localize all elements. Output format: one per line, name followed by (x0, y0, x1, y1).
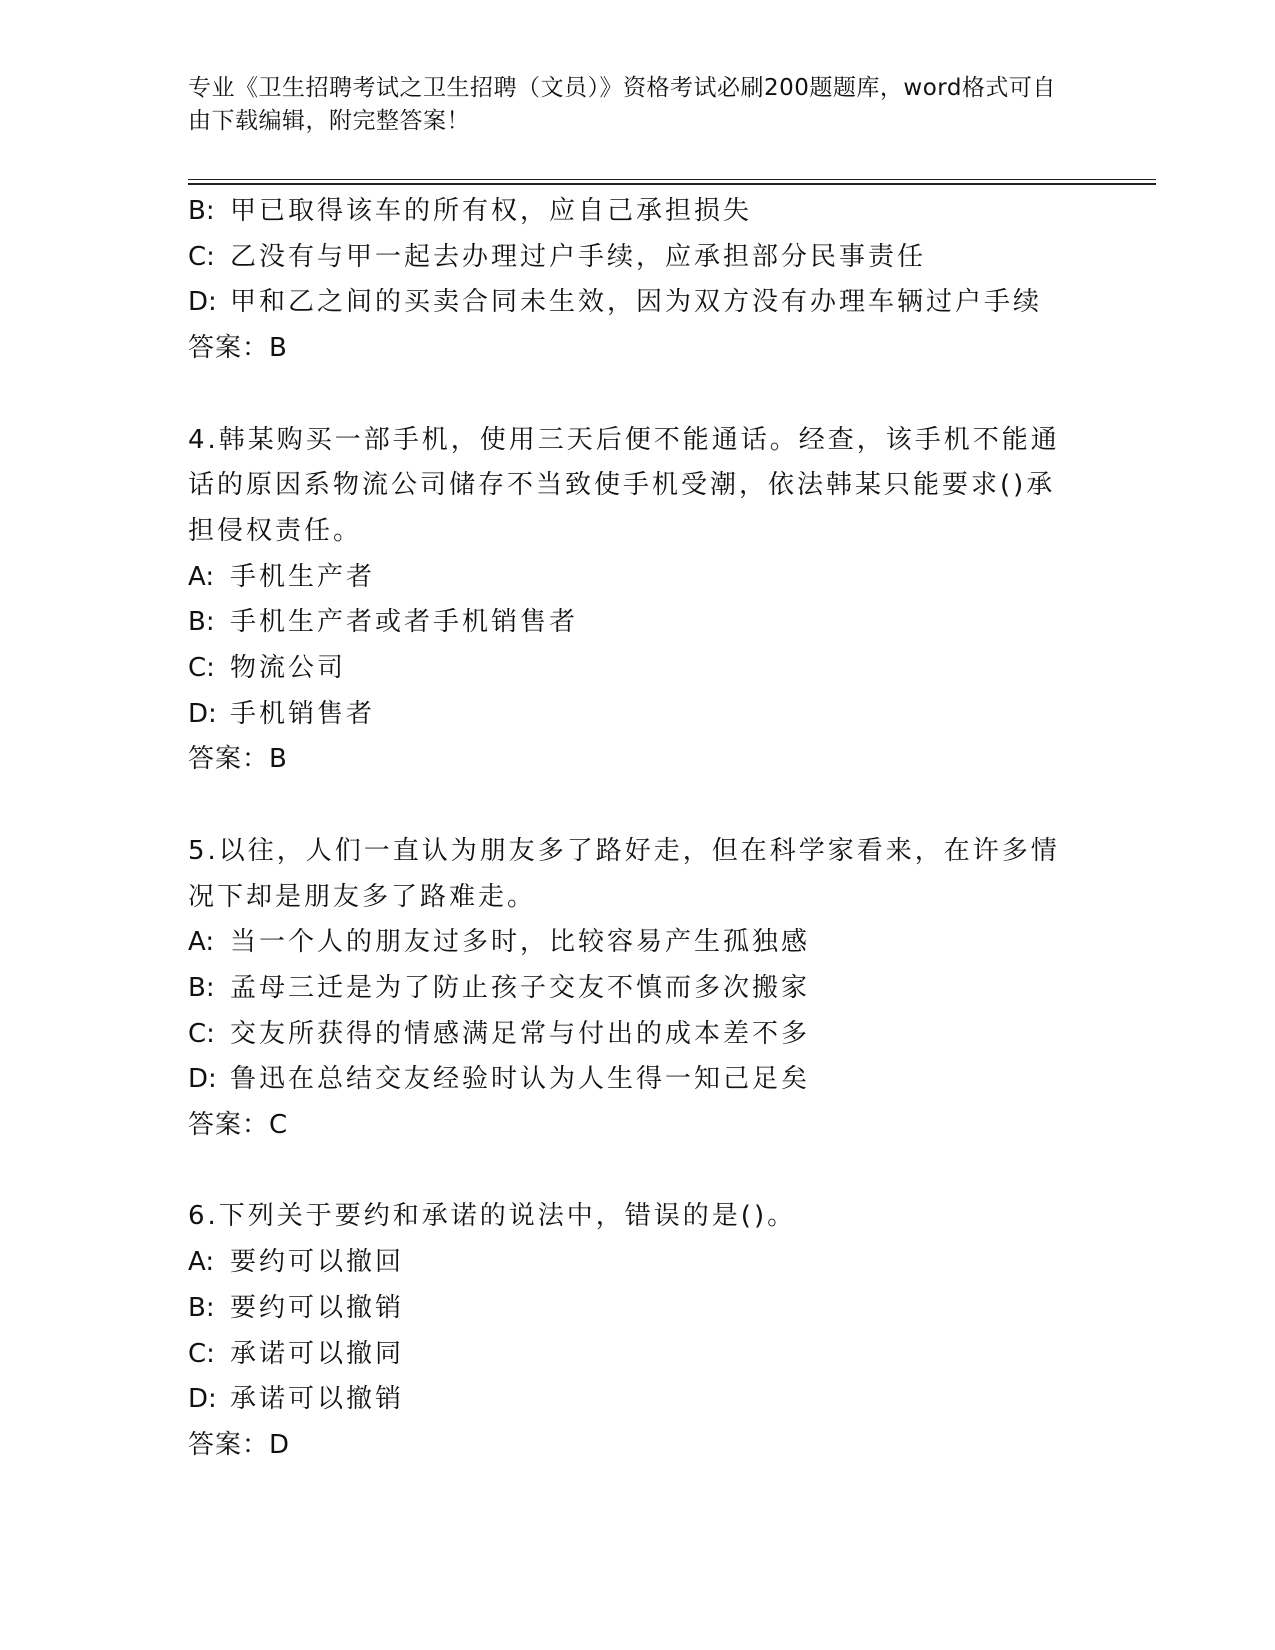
option-c (188, 235, 1088, 281)
answer: 答案：C (188, 1110, 289, 1141)
option-text: 甲和乙之间的买卖合同未生效，因为双方没有办理车辆过户手续 (230, 287, 1043, 318)
question-3-continued (188, 189, 1088, 372)
answer: 答案：D (188, 1429, 291, 1460)
option-a (188, 920, 1088, 966)
option-text: 鲁迅在总结交友经验时认为人生得一知己足矣 (230, 1064, 811, 1095)
question-4 (188, 418, 1088, 784)
option-a (188, 555, 1088, 601)
option-text: 当一个人的朋友过多时，比较容易产生孤独感 (230, 927, 811, 958)
option-letter: D: (188, 698, 217, 729)
option-letter: C: (188, 653, 215, 684)
option-letter: C: (188, 241, 215, 272)
option-c (188, 1332, 1088, 1378)
spacer (188, 783, 1088, 829)
spacer (188, 1149, 1088, 1195)
option-letter: C: (188, 1338, 215, 1369)
option-text: 孟母三迁是为了防止孩子交友不慎而多次搬家 (230, 972, 811, 1003)
option-text: 交友所获得的情感满足常与付出的成本差不多 (230, 1018, 811, 1049)
option-text: 手机生产者 (230, 561, 376, 592)
option-text: 承诺可以撤同 (230, 1338, 405, 1369)
page-header: 专业《卫生招聘考试之卫生招聘（文员）》资格考试必刷200题题库，word格式可自由下载编辑，附完整答案！ (188, 75, 1056, 134)
option-text: 乙没有与甲一起去办理过户手续，应承担部分民事责任 (230, 241, 927, 272)
answer: 答案：B (188, 744, 288, 775)
option-letter: A: (188, 927, 215, 958)
question-6 (188, 1194, 1088, 1468)
option-d (188, 1057, 1088, 1103)
question-content (188, 189, 1088, 1469)
option-b (188, 1286, 1088, 1332)
question-stem: 6.下列关于要约和承诺的说法中，错误的是()。 (188, 1201, 797, 1232)
option-b (188, 189, 1088, 235)
option-text: 甲已取得该车的所有权，应自己承担损失 (230, 196, 753, 226)
option-text: 要约可以撤销 (230, 1292, 405, 1323)
option-b (188, 966, 1088, 1012)
option-text: 要约可以撤回 (230, 1247, 405, 1278)
header-divider (188, 179, 1156, 185)
option-letter: B: (188, 196, 215, 226)
option-letter: A: (188, 1247, 215, 1278)
option-c (188, 1012, 1088, 1058)
answer: 答案：B (188, 333, 288, 364)
option-text: 承诺可以撤销 (230, 1384, 405, 1415)
option-letter: C: (188, 1018, 215, 1049)
spacer (188, 372, 1088, 418)
option-a (188, 1240, 1088, 1286)
option-text: 物流公司 (230, 653, 347, 684)
option-d (188, 692, 1088, 738)
option-letter: B: (188, 607, 215, 638)
option-c (188, 646, 1088, 692)
option-letter: D: (188, 287, 217, 318)
option-letter: B: (188, 1292, 215, 1323)
option-letter: A: (188, 561, 215, 592)
option-text: 手机销售者 (230, 698, 376, 729)
option-text: 手机生产者或者手机销售者 (230, 607, 579, 638)
option-d (188, 280, 1088, 326)
question-stem: 4.韩某购买一部手机，使用三天后便不能通话。经查，该手机不能通话的原因系物流公司储存不当致使手机受潮，依法韩某只能要求()承担侵权责任。 (188, 424, 1060, 546)
question-5 (188, 829, 1088, 1149)
question-stem: 5.以往，人们一直认为朋友多了路好走，但在科学家看来，在许多情况下却是朋友多了路难走。 (188, 835, 1060, 912)
option-letter: D: (188, 1384, 217, 1415)
option-d (188, 1377, 1088, 1423)
option-letter: B: (188, 972, 215, 1003)
option-letter: D: (188, 1064, 217, 1095)
option-b (188, 600, 1088, 646)
